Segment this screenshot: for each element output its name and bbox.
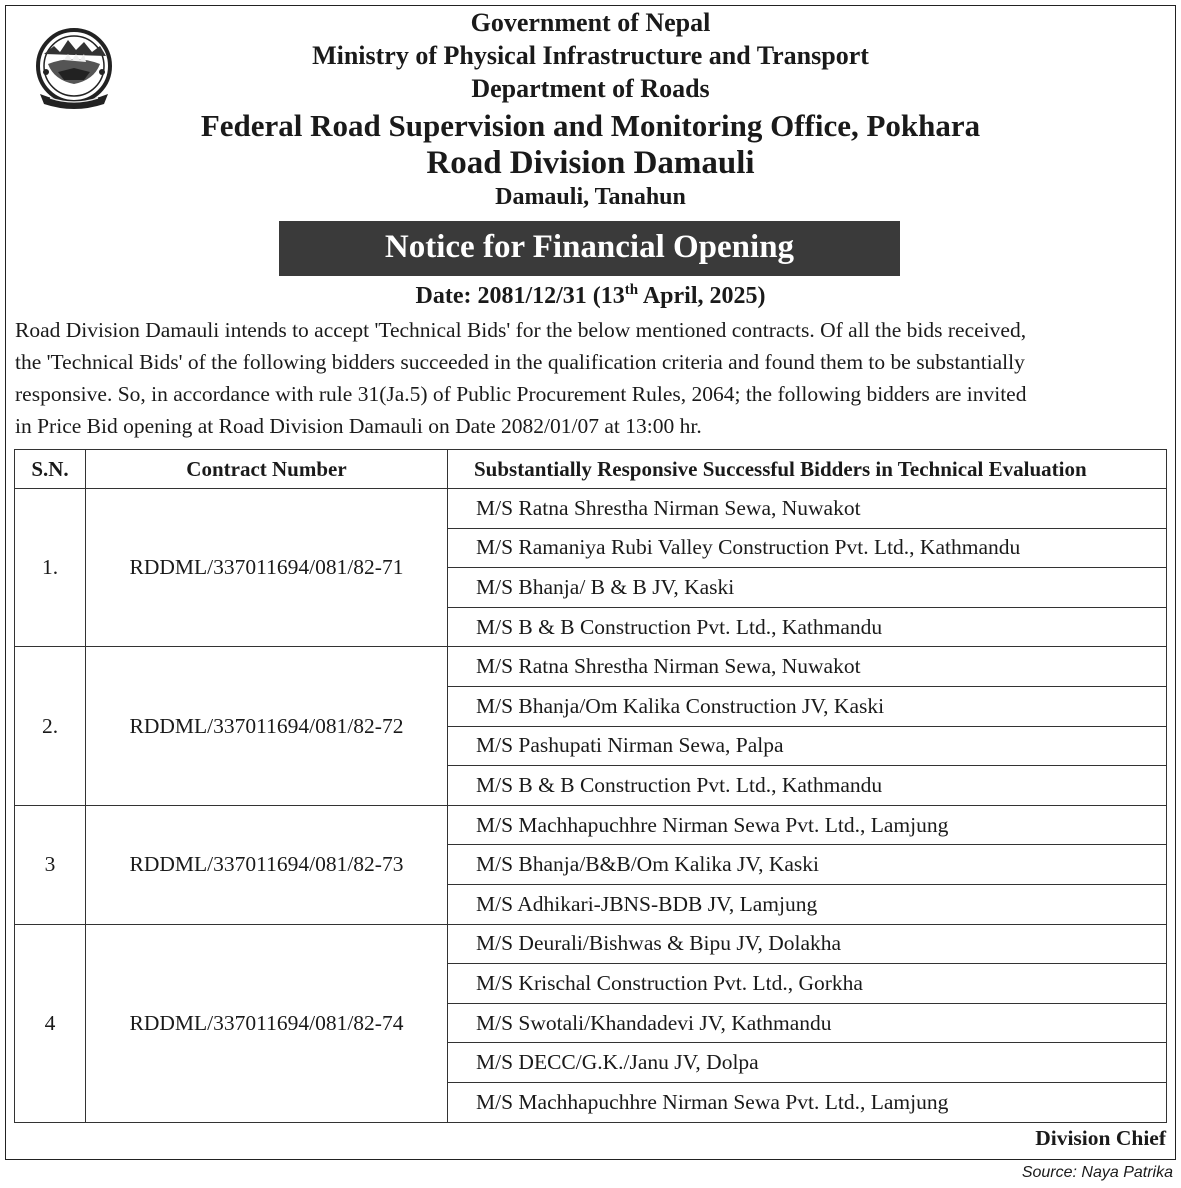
notice-body-line: Road Division Damauli intends to accept 'Technical Bids' for the below mentioned contracts. Of all the bids received,	[15, 318, 1027, 342]
notice-body-line: responsive. So, in accordance with rule 31(Ja.5) of Public Procurement Rules, 2064; the following bidders are invited	[15, 382, 1027, 406]
bidders-table	[14, 449, 1167, 1123]
sn-cell: 4	[15, 924, 86, 1122]
contract-number-cell: RDDML/337011694/081/82-72	[86, 647, 448, 805]
contract-number-cell: RDDML/337011694/081/82-73	[86, 805, 448, 924]
bidder-cell: M/S Krischal Construction Pvt. Ltd., Gorkha	[448, 964, 1167, 1004]
bidders-table-body	[15, 489, 1167, 1123]
location-heading: Damauli, Tanahun	[495, 184, 686, 210]
contract-number-cell: RDDML/337011694/081/82-74	[86, 924, 448, 1122]
table-header-row	[15, 450, 1167, 489]
bidder-cell: M/S Pashupati Nirman Sewa, Palpa	[448, 726, 1167, 766]
division-heading: Road Division Damauli	[426, 145, 755, 181]
notice-body	[15, 314, 1166, 442]
sn-column-header: S.N.	[15, 450, 86, 489]
bidder-cell: M/S Ramaniya Rubi Valley Construction Pvt. Ltd., Kathmandu	[448, 528, 1167, 568]
bidder-cell: M/S Bhanja/Om Kalika Construction JV, Kaski	[448, 686, 1167, 726]
notice-date-prefix: Date: 2081/12/31 (13	[415, 283, 625, 309]
contract-number-cell: RDDML/337011694/081/82-71	[86, 489, 448, 647]
ministry-heading: Ministry of Physical Infrastructure and Transport	[312, 41, 869, 70]
sn-cell: 1.	[15, 489, 86, 647]
source-credit: Source: Naya Patrika	[1021, 1164, 1173, 1181]
signature: Division Chief	[1035, 1126, 1166, 1150]
contract-column-header: Contract Number	[86, 450, 448, 489]
table-row	[15, 924, 1167, 964]
bidder-cell: M/S Bhanja/B&B/Om Kalika JV, Kaski	[448, 845, 1167, 885]
bidder-cell: M/S B & B Construction Pvt. Ltd., Kathmandu	[448, 766, 1167, 806]
bidder-cell: M/S Swotali/Khandadevi JV, Kathmandu	[448, 1003, 1167, 1043]
notice-body-line: the 'Technical Bids' of the following bidders succeeded in the qualification criteria and found them to be substantially	[15, 350, 1025, 374]
bidder-cell: M/S Deurali/Bishwas & Bipu JV, Dolakha	[448, 924, 1167, 964]
bidder-cell: M/S Machhapuchhre Nirman Sewa Pvt. Ltd., Lamjung	[448, 1082, 1167, 1122]
bidder-cell: M/S DECC/G.K./Janu JV, Dolpa	[448, 1043, 1167, 1083]
table-row	[15, 647, 1167, 687]
bidder-cell: M/S B & B Construction Pvt. Ltd., Kathmandu	[448, 607, 1167, 647]
sn-cell: 2.	[15, 647, 86, 805]
bidder-cell: M/S Machhapuchhre Nirman Sewa Pvt. Ltd., Lamjung	[448, 805, 1167, 845]
bidders-column-header: Substantially Responsive Successful Bidders in Technical Evaluation	[448, 450, 1167, 489]
notice-date-sup: th	[624, 282, 639, 298]
government-heading: Government of Nepal	[470, 8, 711, 37]
notice-title: Notice for Financial Opening	[279, 221, 900, 276]
department-heading: Department of Roads	[471, 74, 710, 103]
sn-cell: 3	[15, 805, 86, 924]
bidder-cell: M/S Ratna Shrestha Nirman Sewa, Nuwakot	[448, 489, 1167, 529]
bidder-cell: M/S Adhikari-JBNS-BDB JV, Lamjung	[448, 884, 1167, 924]
notice-date	[0, 282, 1181, 310]
notice-body-line: in Price Bid opening at Road Division Damauli on Date 2082/01/07 at 13:00 hr.	[15, 414, 702, 438]
table-row	[15, 805, 1167, 845]
bidder-cell: M/S Ratna Shrestha Nirman Sewa, Nuwakot	[448, 647, 1167, 687]
bidder-cell: M/S Bhanja/ B & B JV, Kaski	[448, 568, 1167, 608]
notice-date-suffix: April, 2025)	[638, 283, 766, 309]
table-row	[15, 489, 1167, 529]
office-heading: Federal Road Supervision and Monitoring Office, Pokhara	[200, 108, 981, 143]
